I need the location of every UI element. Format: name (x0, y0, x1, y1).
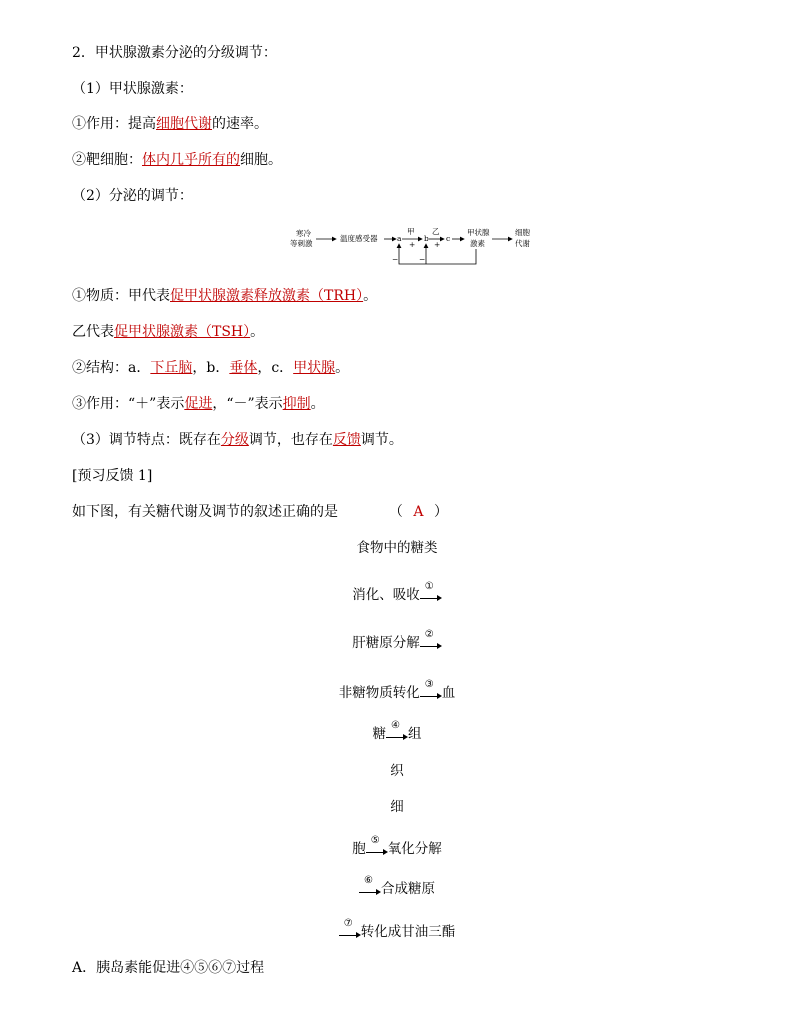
diagram-minus-2: − (419, 255, 426, 264)
function-line: ①作用：提高细胞代谢的速率。 (72, 116, 268, 132)
question-answer: A (413, 504, 424, 520)
flow-line-6: 织 (390, 763, 404, 779)
diagram-cell-1: 细胞 (515, 228, 530, 237)
diagram-receptor: 温度感受器 (340, 234, 378, 243)
flow-line-1: 食物中的糖类 (356, 540, 438, 556)
diagram-thyroid-1: 甲状腺 (467, 228, 490, 237)
diagram-yi: 乙 (432, 227, 440, 236)
item-1-title: （1）甲状腺激素： (72, 81, 193, 97)
diagram-cold-2: 等刺激 (290, 239, 313, 248)
diagram-minus-1: − (392, 255, 399, 264)
section-heading: 2．甲状腺激素分泌的分级调节： (72, 45, 277, 61)
diagram-cell-2: 代谢 (515, 239, 530, 248)
target-line: ②靶细胞：体内几乎所有的细胞。 (72, 152, 282, 168)
flow-line-5: 糖 ④ 组 (372, 719, 422, 742)
answer-target-cells: 体内几乎所有的 (142, 152, 240, 168)
answer-cell-metabolism: 细胞代谢 (156, 116, 212, 132)
flow-line-8: 胞 ⑤ 氧化分解 (352, 834, 442, 857)
arrow-5-icon: ⑤ (366, 843, 388, 857)
diagram-c: c (446, 234, 451, 243)
diagram-a: a (397, 234, 402, 243)
question-text: 如下图，有关糖代谢及调节的叙述正确的是 (72, 504, 338, 520)
arrow-6-icon: ⑥ (359, 883, 381, 897)
answer-tsh: 促甲状腺激素（TSH） (114, 324, 251, 340)
feature-line: （3）调节特点：既存在分级调节，也存在反馈调节。 (72, 432, 403, 448)
diagram-b: b (424, 234, 429, 243)
diagram-jia: 甲 (407, 227, 415, 236)
arrow-3-icon: ③ (420, 687, 442, 701)
effect-line: ③作用：“＋”表示促进，“－”表示抑制。 (72, 396, 325, 412)
regulation-diagram (286, 222, 542, 268)
question-line: 如下图，有关糖代谢及调节的叙述正确的是 （ A ） (72, 504, 448, 520)
answer-inhibit: 抑制 (282, 396, 311, 412)
yi-line: 乙代表促甲状腺激素（TSH）。 (72, 324, 265, 340)
flow-line-3: 肝糖原分解 ② (0, 634, 794, 652)
answer-thyroid: 甲状腺 (293, 360, 336, 376)
answer-promote: 促进 (184, 396, 213, 412)
item-2-title: （2）分泌的调节： (72, 188, 193, 204)
arrow-4-icon: ④ (386, 728, 408, 742)
substance-line: ①物质：甲代表促甲状腺激素释放激素（TRH）。 (72, 288, 378, 304)
answer-feedback: 反馈 (332, 432, 361, 448)
structure-line: ②结构：a．下丘脑，b．垂体，c．甲状腺。 (72, 360, 350, 376)
answer-trh: 促甲状腺激素释放激素（TRH） (170, 288, 364, 304)
flow-line-10: ⑦ 转化成甘油三酯 (0, 923, 794, 941)
answer-hierarchical: 分级 (220, 432, 249, 448)
feedback-label: [预习反馈 1] (72, 468, 153, 484)
arrow-7-icon: ⑦ (339, 926, 361, 940)
diagram-plus-1: + (409, 240, 416, 249)
flow-line-9: ⑥ 合成糖原 (0, 880, 794, 898)
flow-line-7: 细 (390, 799, 404, 815)
flow-line-2: 消化、吸收 ① (0, 586, 794, 604)
diagram-thyroid-2: 激素 (470, 239, 485, 248)
option-a: A．胰岛素能促进④⑤⑥⑦过程 (72, 960, 265, 976)
arrow-2-icon: ② (420, 637, 442, 651)
answer-pituitary: 垂体 (229, 360, 258, 376)
diagram-plus-2: + (434, 240, 441, 249)
arrow-1-icon: ① (420, 589, 442, 603)
answer-hypothalamus: 下丘脑 (150, 360, 193, 376)
diagram-cold-1: 寒冷 (296, 229, 311, 238)
flow-line-4: 非糖物质转化 ③ 血 (338, 678, 456, 701)
